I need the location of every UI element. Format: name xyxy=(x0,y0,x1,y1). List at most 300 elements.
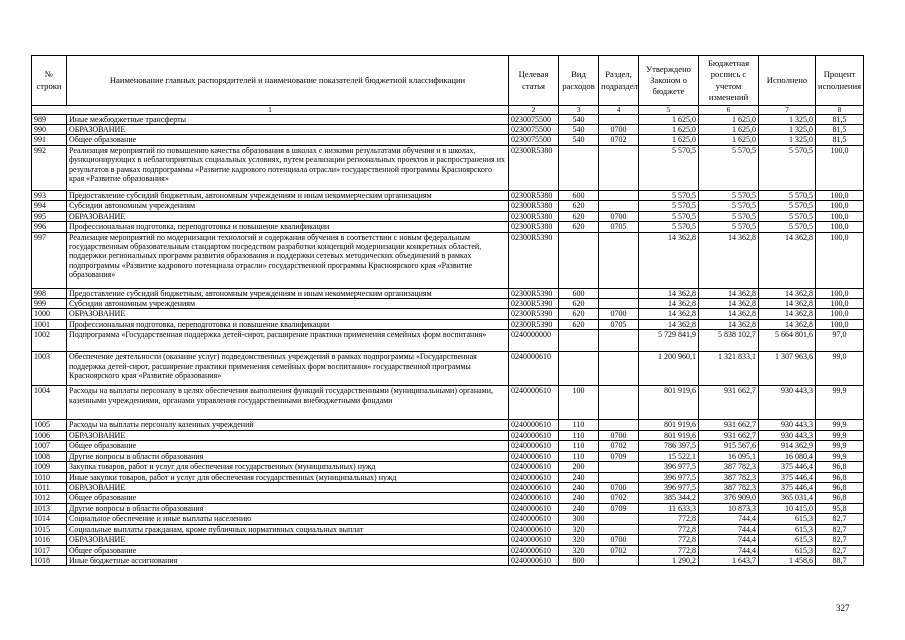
table-row xyxy=(32,556,864,566)
row-number: 1009 xyxy=(32,462,67,472)
row-percent: 99,9 xyxy=(816,420,864,430)
row-approved: 801 919,6 xyxy=(639,430,699,440)
row-section xyxy=(599,462,639,472)
row-percent: 82,7 xyxy=(816,545,864,555)
row-executed: 375 446,4 xyxy=(759,462,816,472)
row-percent: 96,8 xyxy=(816,482,864,492)
table-row xyxy=(32,232,864,288)
row-section xyxy=(599,330,639,352)
row-approved: 396 977,5 xyxy=(639,482,699,492)
row-name: Социальное обеспечение и иные выплаты населению xyxy=(67,514,509,524)
row-budget: 5 570,5 xyxy=(699,190,759,200)
table-row xyxy=(32,211,864,221)
row-percent: 99,9 xyxy=(816,451,864,461)
row-number: 1010 xyxy=(32,472,67,482)
row-executed: 615,3 xyxy=(759,524,816,534)
row-approved: 5 570,5 xyxy=(639,201,699,211)
row-number: 993 xyxy=(32,190,67,200)
row-number: 1001 xyxy=(32,319,67,329)
row-executed: 10 415,0 xyxy=(759,503,816,513)
row-approved: 14 362,8 xyxy=(639,309,699,319)
row-executed: 5 664 801,6 xyxy=(759,330,816,352)
row-name: Субсидии автономным учреждениям xyxy=(67,201,509,211)
row-target: 02300R5390 xyxy=(509,232,559,288)
row-section: 0700 xyxy=(599,124,639,134)
row-section: 0702 xyxy=(599,545,639,555)
row-name: ОБРАЗОВАНИЕ xyxy=(67,482,509,492)
row-approved: 772,8 xyxy=(639,545,699,555)
row-percent: 100,0 xyxy=(816,201,864,211)
row-section xyxy=(599,288,639,298)
row-section: 0702 xyxy=(599,493,639,503)
table-row xyxy=(32,145,864,190)
row-name: Другие вопросы в области образования xyxy=(67,451,509,461)
table-row xyxy=(32,430,864,440)
row-percent: 81,5 xyxy=(816,135,864,145)
header-name: Наименование главных распорядителей и наименование показателей бюджетной классификации xyxy=(67,56,509,106)
row-percent: 96,8 xyxy=(816,462,864,472)
table-row xyxy=(32,135,864,145)
row-section: 0700 xyxy=(599,211,639,221)
row-percent: 100,0 xyxy=(816,190,864,200)
row-approved: 396 977,5 xyxy=(639,462,699,472)
row-budget: 1 643,7 xyxy=(699,556,759,566)
row-budget: 5 570,5 xyxy=(699,211,759,221)
row-approved: 786 397,5 xyxy=(639,441,699,451)
row-kind: 540 xyxy=(559,124,599,134)
row-approved: 5 570,5 xyxy=(639,145,699,190)
row-name: ОБРАЗОВАНИЕ xyxy=(67,535,509,545)
header-target: Целевая статья xyxy=(509,56,559,106)
row-budget: 1 625,0 xyxy=(699,124,759,134)
row-approved: 14 362,8 xyxy=(639,319,699,329)
table-row xyxy=(32,472,864,482)
row-target: 0240000610 xyxy=(509,420,559,430)
row-number: 1014 xyxy=(32,514,67,524)
row-approved: 5 570,5 xyxy=(639,190,699,200)
row-executed: 914 362,9 xyxy=(759,441,816,451)
row-target: 0240000610 xyxy=(509,545,559,555)
table-row xyxy=(32,503,864,513)
row-name: Общее образование xyxy=(67,135,509,145)
row-number: 1006 xyxy=(32,430,67,440)
row-kind: 240 xyxy=(559,503,599,513)
row-kind: 620 xyxy=(559,309,599,319)
row-target: 0230075500 xyxy=(509,135,559,145)
row-section: 0709 xyxy=(599,503,639,513)
row-executed: 1 325,0 xyxy=(759,124,816,134)
row-number: 1007 xyxy=(32,441,67,451)
row-budget: 14 362,8 xyxy=(699,299,759,309)
row-target: 0240000610 xyxy=(509,482,559,492)
row-executed: 5 570,5 xyxy=(759,211,816,221)
row-executed: 615,3 xyxy=(759,545,816,555)
row-name: Иные бюджетные ассигнования xyxy=(67,556,509,566)
row-kind: 110 xyxy=(559,430,599,440)
row-kind xyxy=(559,352,599,386)
row-executed: 930 443,3 xyxy=(759,386,816,420)
row-section: 0700 xyxy=(599,482,639,492)
table-body xyxy=(32,114,864,566)
row-section xyxy=(599,114,639,124)
row-kind: 110 xyxy=(559,420,599,430)
row-budget: 5 570,5 xyxy=(699,145,759,190)
row-kind: 600 xyxy=(559,288,599,298)
row-name: Расходы на выплаты персоналу казенных учреждений xyxy=(67,420,509,430)
row-number: 995 xyxy=(32,211,67,221)
col-number: 8 xyxy=(816,106,864,115)
row-executed: 930 443,3 xyxy=(759,420,816,430)
table-row xyxy=(32,222,864,232)
row-kind: 100 xyxy=(559,386,599,420)
table-row xyxy=(32,201,864,211)
row-budget: 5 570,5 xyxy=(699,222,759,232)
row-section xyxy=(599,352,639,386)
row-budget: 14 362,8 xyxy=(699,319,759,329)
row-executed: 16 080,4 xyxy=(759,451,816,461)
row-kind: 620 xyxy=(559,201,599,211)
row-budget: 744,4 xyxy=(699,535,759,545)
row-approved: 1 200 960,1 xyxy=(639,352,699,386)
row-executed: 930 443,3 xyxy=(759,430,816,440)
table-row xyxy=(32,535,864,545)
row-executed: 1 307 963,6 xyxy=(759,352,816,386)
row-percent: 99,0 xyxy=(816,352,864,386)
header-percent: Процент исполнения xyxy=(816,56,864,106)
table-row xyxy=(32,352,864,386)
row-section xyxy=(599,524,639,534)
row-name: ОБРАЗОВАНИЕ xyxy=(67,211,509,221)
row-executed: 14 362,8 xyxy=(759,232,816,288)
row-name: Иные закупки товаров, работ и услуг для обеспечения государственных (муниципальных) нужд xyxy=(67,472,509,482)
row-number: 999 xyxy=(32,299,67,309)
row-approved: 1 625,0 xyxy=(639,114,699,124)
row-name: Подпрограмма «Государственная поддержка детей-сирот, расширение практики применения семейных форм воспитания» xyxy=(67,330,509,352)
row-name: ОБРАЗОВАНИЕ xyxy=(67,309,509,319)
row-number: 1015 xyxy=(32,524,67,534)
row-approved: 14 362,8 xyxy=(639,299,699,309)
row-percent: 100,0 xyxy=(816,145,864,190)
row-kind: 620 xyxy=(559,299,599,309)
row-number: 1000 xyxy=(32,309,67,319)
table-row xyxy=(32,482,864,492)
row-kind: 240 xyxy=(559,493,599,503)
row-executed: 5 570,5 xyxy=(759,145,816,190)
row-approved: 14 362,8 xyxy=(639,232,699,288)
row-executed: 5 570,5 xyxy=(759,222,816,232)
row-executed: 5 570,5 xyxy=(759,201,816,211)
row-number: 990 xyxy=(32,124,67,134)
row-name: Реализация мероприятий по повышению качества образования в школах с низкими результатами обучения и в школах, функционирующих в неблагоприятных социальных условиях, путем реализации региональных проектов и распространения их результатов в рамках подпрограммы «Развитие кадрового потенциала отрасли» государственной программы Красноярского края «Развитие образования» xyxy=(67,145,509,190)
row-percent: 82,7 xyxy=(816,514,864,524)
row-name: Социальные выплаты гражданам, кроме публичных нормативных социальных выплат xyxy=(67,524,509,534)
header-kind: Вид расходов xyxy=(559,56,599,106)
row-budget: 1 625,0 xyxy=(699,135,759,145)
row-kind: 110 xyxy=(559,441,599,451)
row-percent: 81,5 xyxy=(816,124,864,134)
row-target: 02300R5380 xyxy=(509,145,559,190)
table-row xyxy=(32,545,864,555)
row-target: 0240000610 xyxy=(509,472,559,482)
row-percent: 99,9 xyxy=(816,441,864,451)
header-budget: Бюджетная роспись с учетом изменений xyxy=(699,56,759,106)
row-section: 0700 xyxy=(599,535,639,545)
row-budget: 5 570,5 xyxy=(699,201,759,211)
row-target: 0240000610 xyxy=(509,352,559,386)
row-percent: 97,0 xyxy=(816,330,864,352)
row-kind xyxy=(559,330,599,352)
row-budget: 387 782,3 xyxy=(699,482,759,492)
table-row xyxy=(32,114,864,124)
row-section: 0705 xyxy=(599,222,639,232)
row-number: 1018 xyxy=(32,556,67,566)
row-number: 1004 xyxy=(32,386,67,420)
col-number: 5 xyxy=(639,106,699,115)
row-number: 997 xyxy=(32,232,67,288)
table-row xyxy=(32,386,864,420)
row-section xyxy=(599,514,639,524)
row-executed: 615,3 xyxy=(759,535,816,545)
row-budget: 387 782,3 xyxy=(699,472,759,482)
row-executed: 14 362,8 xyxy=(759,299,816,309)
row-kind: 200 xyxy=(559,462,599,472)
row-kind xyxy=(559,145,599,190)
row-approved: 15 522,1 xyxy=(639,451,699,461)
column-number-row xyxy=(32,106,864,115)
row-executed: 14 362,8 xyxy=(759,319,816,329)
row-kind: 620 xyxy=(559,222,599,232)
row-budget: 931 662,7 xyxy=(699,420,759,430)
col-number: 2 xyxy=(509,106,559,115)
header-executed: Исполнено xyxy=(759,56,816,106)
row-target: 02300R5380 xyxy=(509,211,559,221)
row-section: 0700 xyxy=(599,430,639,440)
row-approved: 5 570,5 xyxy=(639,222,699,232)
row-percent: 100,0 xyxy=(816,211,864,221)
col-number: 3 xyxy=(559,106,599,115)
row-name: Предоставление субсидий бюджетным, автономным учреждениям и иным некоммерческим организациям xyxy=(67,288,509,298)
page-number: 327 xyxy=(836,603,850,613)
row-budget: 10 873,3 xyxy=(699,503,759,513)
table-row xyxy=(32,462,864,472)
row-target: 02300R5390 xyxy=(509,309,559,319)
row-approved: 396 977,5 xyxy=(639,472,699,482)
row-percent: 81,5 xyxy=(816,114,864,124)
table-row xyxy=(32,288,864,298)
row-name: ОБРАЗОВАНИЕ xyxy=(67,124,509,134)
row-number: 1005 xyxy=(32,420,67,430)
row-section: 0709 xyxy=(599,451,639,461)
row-target: 02300R5380 xyxy=(509,190,559,200)
row-kind: 320 xyxy=(559,545,599,555)
row-name: Закупка товаров, работ и услуг для обеспечения государственных (муниципальных) нужд xyxy=(67,462,509,472)
row-name: Обеспечение деятельности (оказание услуг) подведомственных учреждений в рамках подпрограммы «Государственная поддержка детей-сирот, расширение практики применения семейных форм воспитания» государственной программы Красноярского края «Развитие образования» xyxy=(67,352,509,386)
row-percent: 96,8 xyxy=(816,472,864,482)
row-percent: 99,9 xyxy=(816,386,864,420)
row-number: 1012 xyxy=(32,493,67,503)
row-budget: 5 838 102,7 xyxy=(699,330,759,352)
table-row xyxy=(32,451,864,461)
row-target: 0240000610 xyxy=(509,451,559,461)
row-name: Общее образование xyxy=(67,441,509,451)
row-kind: 600 xyxy=(559,190,599,200)
row-number: 1017 xyxy=(32,545,67,555)
row-number: 1003 xyxy=(32,352,67,386)
row-budget: 931 662,7 xyxy=(699,386,759,420)
header-num: № строки xyxy=(32,56,67,106)
row-approved: 772,8 xyxy=(639,535,699,545)
row-percent: 100,0 xyxy=(816,309,864,319)
header-section: Раздел, подраздел xyxy=(599,56,639,106)
row-percent: 100,0 xyxy=(816,222,864,232)
row-section xyxy=(599,232,639,288)
row-approved: 772,8 xyxy=(639,514,699,524)
table-header-row xyxy=(32,56,864,106)
row-kind: 240 xyxy=(559,482,599,492)
row-number: 1013 xyxy=(32,503,67,513)
row-target: 0240000610 xyxy=(509,556,559,566)
row-percent: 100,0 xyxy=(816,232,864,288)
row-percent: 82,7 xyxy=(816,524,864,534)
row-section: 0705 xyxy=(599,319,639,329)
row-budget: 1 321 833,1 xyxy=(699,352,759,386)
row-name: Общее образование xyxy=(67,545,509,555)
row-approved: 801 919,6 xyxy=(639,420,699,430)
row-number: 998 xyxy=(32,288,67,298)
row-number: 989 xyxy=(32,114,67,124)
row-target: 02300R5380 xyxy=(509,222,559,232)
row-budget: 14 362,8 xyxy=(699,288,759,298)
row-number: 1002 xyxy=(32,330,67,352)
table-row xyxy=(32,524,864,534)
row-approved: 1 290,2 xyxy=(639,556,699,566)
row-approved: 801 919,6 xyxy=(639,386,699,420)
row-budget: 387 782,3 xyxy=(699,462,759,472)
row-budget: 744,4 xyxy=(699,514,759,524)
row-kind: 110 xyxy=(559,451,599,461)
row-percent: 100,0 xyxy=(816,319,864,329)
row-kind: 800 xyxy=(559,556,599,566)
row-name: Субсидии автономным учреждениям xyxy=(67,299,509,309)
row-kind: 240 xyxy=(559,472,599,482)
row-kind: 320 xyxy=(559,524,599,534)
row-section: 0702 xyxy=(599,135,639,145)
row-target: 0240000610 xyxy=(509,514,559,524)
row-budget: 915 567,6 xyxy=(699,441,759,451)
row-section xyxy=(599,472,639,482)
row-name: Профессиональная подготовка, переподготовка и повышение квалификации xyxy=(67,319,509,329)
row-kind: 540 xyxy=(559,135,599,145)
row-budget: 14 362,8 xyxy=(699,309,759,319)
row-approved: 14 362,8 xyxy=(639,288,699,298)
budget-table xyxy=(31,55,864,566)
row-section xyxy=(599,386,639,420)
row-section xyxy=(599,556,639,566)
row-budget: 744,4 xyxy=(699,524,759,534)
col-number: 6 xyxy=(699,106,759,115)
row-number: 991 xyxy=(32,135,67,145)
row-approved: 1 625,0 xyxy=(639,124,699,134)
table-row xyxy=(32,190,864,200)
row-executed: 375 446,4 xyxy=(759,472,816,482)
row-target: 02300R5390 xyxy=(509,319,559,329)
row-kind: 620 xyxy=(559,319,599,329)
row-kind: 540 xyxy=(559,114,599,124)
row-executed: 5 570,5 xyxy=(759,190,816,200)
row-name: Предоставление субсидий бюджетным, автономным учреждениям и иным некоммерческим организациям xyxy=(67,190,509,200)
row-section: 0702 xyxy=(599,441,639,451)
row-percent: 96,8 xyxy=(816,493,864,503)
row-executed: 1 325,0 xyxy=(759,135,816,145)
row-percent: 99,9 xyxy=(816,430,864,440)
row-budget: 376 909,0 xyxy=(699,493,759,503)
row-name: Реализация мероприятий по модернизации технологий и содержания обучения в соответствии с новым федеральным государственным образовательным стандартом посредством разработки концепций модернизации конкретных областей, поддержки региональных программ развития образования и поддержки сетевых методических объединений в рамках подпрограммы «Развитие кадрового потенциала отрасли» государственной программы Красноярского края «Развитие образования» xyxy=(67,232,509,288)
row-target: 0240000610 xyxy=(509,462,559,472)
row-percent: 82,7 xyxy=(816,535,864,545)
row-percent: 100,0 xyxy=(816,288,864,298)
row-number: 1016 xyxy=(32,535,67,545)
row-number: 994 xyxy=(32,201,67,211)
row-executed: 1 458,6 xyxy=(759,556,816,566)
row-number: 996 xyxy=(32,222,67,232)
row-budget: 1 625,0 xyxy=(699,114,759,124)
row-budget: 744,4 xyxy=(699,545,759,555)
row-percent: 95,8 xyxy=(816,503,864,513)
row-approved: 772,8 xyxy=(639,524,699,534)
row-target: 0240000610 xyxy=(509,441,559,451)
table-row xyxy=(32,309,864,319)
row-budget: 14 362,8 xyxy=(699,232,759,288)
row-target: 0240000610 xyxy=(509,503,559,513)
row-number: 992 xyxy=(32,145,67,190)
budget-report-sheet xyxy=(31,55,863,566)
row-executed: 1 325,0 xyxy=(759,114,816,124)
row-approved: 5 729 841,9 xyxy=(639,330,699,352)
row-executed: 615,3 xyxy=(759,514,816,524)
row-target: 0230075500 xyxy=(509,114,559,124)
row-executed: 14 362,8 xyxy=(759,288,816,298)
row-target: 02300R5390 xyxy=(509,288,559,298)
row-target: 02300R5380 xyxy=(509,201,559,211)
table-row xyxy=(32,330,864,352)
row-target: 0230075500 xyxy=(509,124,559,134)
table-row xyxy=(32,441,864,451)
row-name: Другие вопросы в области образования xyxy=(67,503,509,513)
row-percent: 88,7 xyxy=(816,556,864,566)
row-kind: 320 xyxy=(559,535,599,545)
row-budget: 931 662,7 xyxy=(699,430,759,440)
row-target: 0240000610 xyxy=(509,535,559,545)
row-number: 1011 xyxy=(32,482,67,492)
col-number: 7 xyxy=(759,106,816,115)
row-executed: 365 031,4 xyxy=(759,493,816,503)
row-section xyxy=(599,145,639,190)
table-row xyxy=(32,124,864,134)
header-approved: Утверждено Законом о бюджете xyxy=(639,56,699,106)
row-section xyxy=(599,190,639,200)
row-name: Расходы на выплаты персоналу в целях обеспечения выполнения функций государственными (муниципальными) органами, казенными учреждениями, органами управления государственными внебюджетными фондами xyxy=(67,386,509,420)
row-section: 0700 xyxy=(599,309,639,319)
row-target: 0240000610 xyxy=(509,493,559,503)
row-budget: 16 095,1 xyxy=(699,451,759,461)
row-target: 0240000610 xyxy=(509,386,559,420)
row-name: Профессиональная подготовка, переподготовка и повышение квалификации xyxy=(67,222,509,232)
table-row xyxy=(32,493,864,503)
table-row xyxy=(32,420,864,430)
row-number: 1008 xyxy=(32,451,67,461)
row-name: Иные межбюджетные трансферты xyxy=(67,114,509,124)
table-row xyxy=(32,319,864,329)
